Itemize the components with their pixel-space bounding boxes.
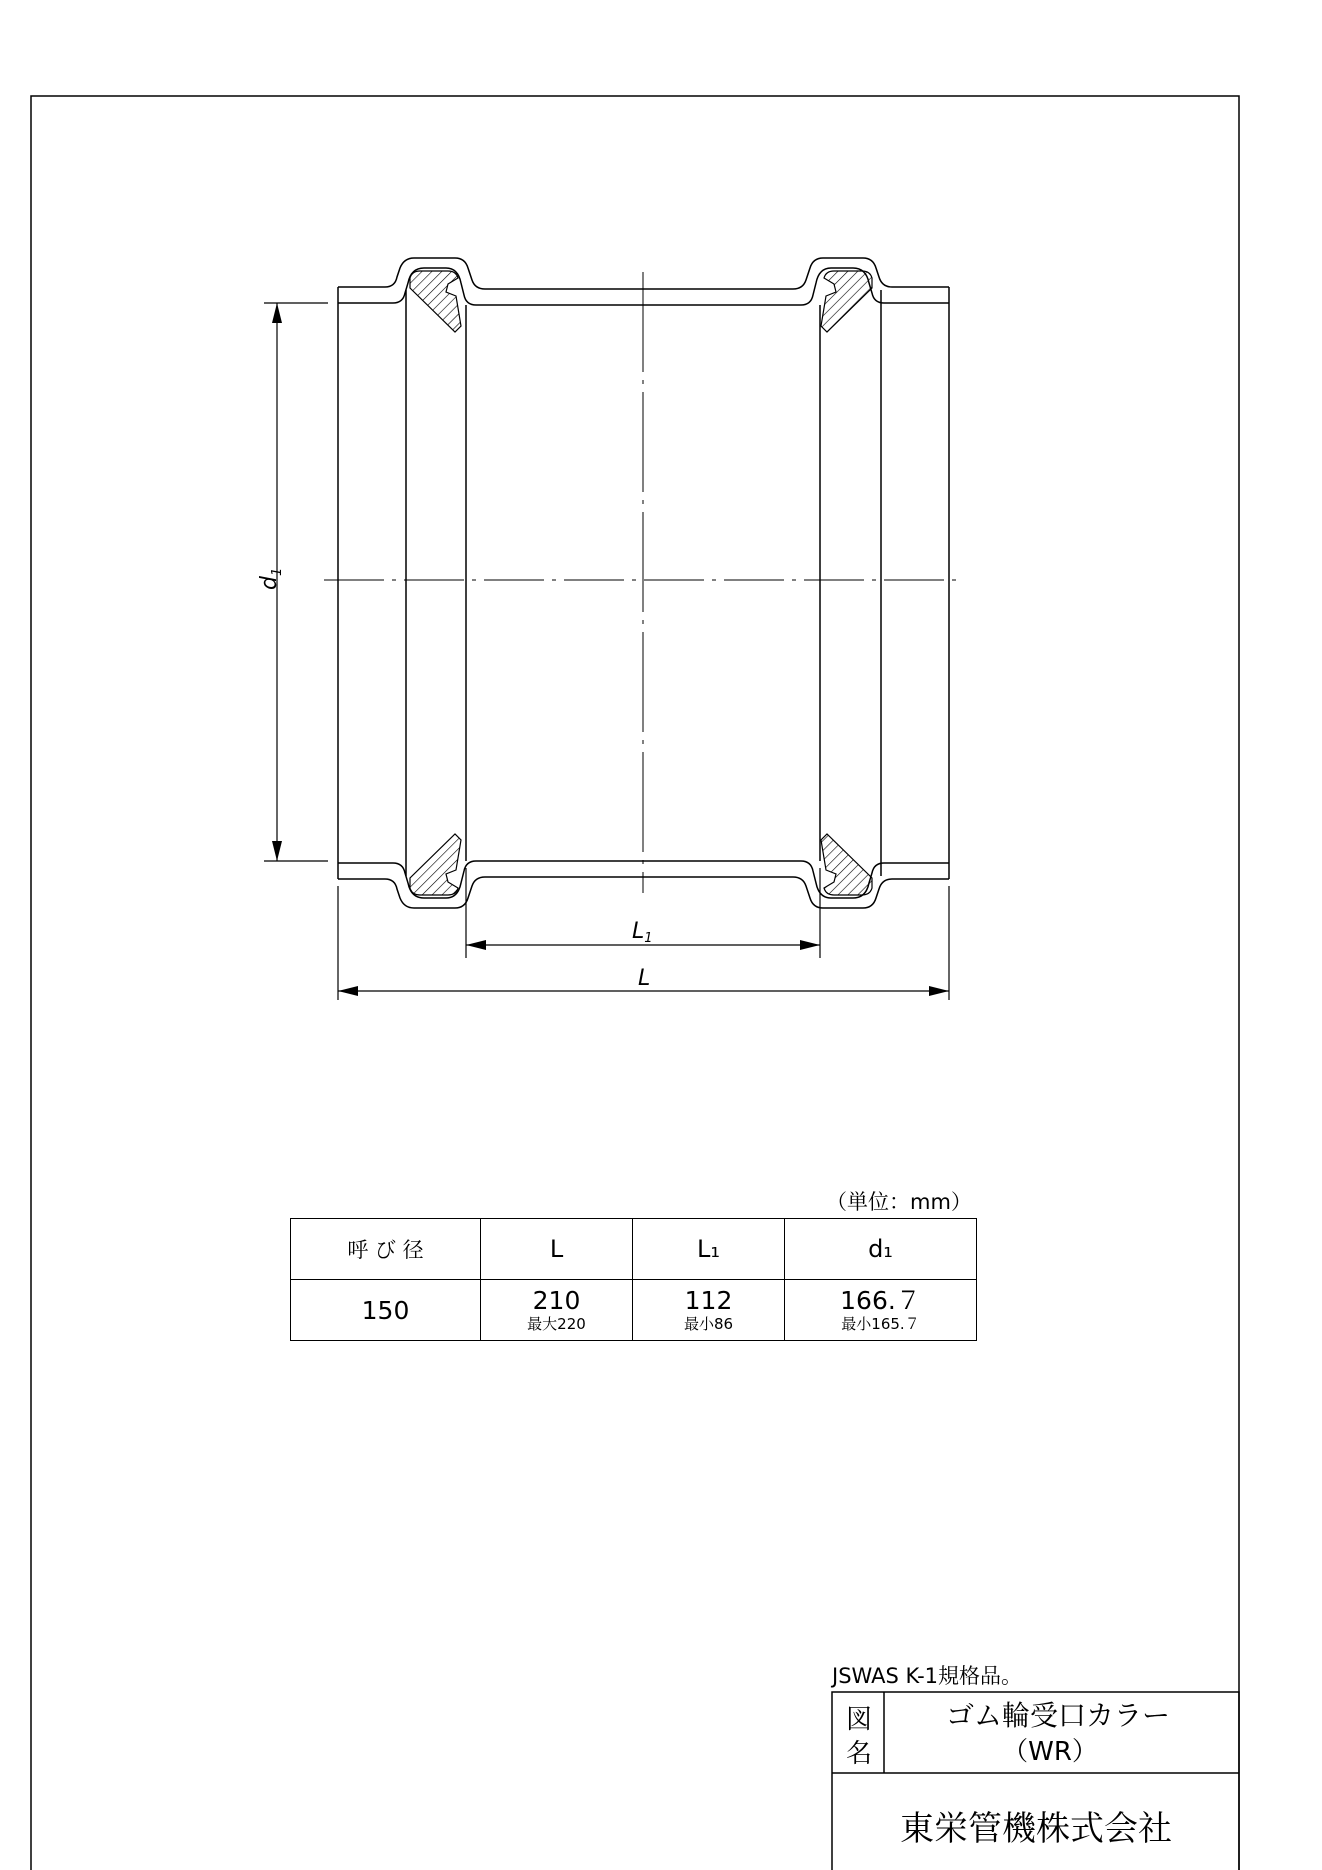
header-L1: L₁	[633, 1219, 785, 1280]
d1-note: 最小165.７	[841, 1315, 920, 1333]
dim-label-d1: $d_1$	[257, 567, 285, 590]
center-lines	[324, 272, 962, 893]
header-d1: d₁	[785, 1219, 977, 1280]
drawing-title: ゴム輪受口カラー	[945, 1699, 1171, 1732]
cell-d1	[785, 1280, 977, 1341]
rubber-gaskets	[410, 271, 872, 895]
header-L: L	[481, 1219, 633, 1280]
cell-nominal	[291, 1280, 481, 1341]
unit-note: （単位：mm）	[826, 1190, 972, 1214]
title-block-label-bottom: 名	[846, 1739, 873, 1769]
cell-L1	[633, 1280, 785, 1341]
spec-table	[290, 1218, 977, 1341]
table-header-row	[291, 1219, 977, 1280]
cell-L	[481, 1280, 633, 1341]
L1-note: 最小86	[683, 1315, 734, 1333]
company-name: 東栄管機株式会社	[900, 1809, 1172, 1849]
L1-value: 112	[684, 1286, 733, 1315]
dim-label-L1: L1	[632, 919, 653, 946]
gasket-top-left	[410, 271, 461, 332]
title-block-label-top: 図	[846, 1705, 873, 1735]
d1-value: 166.７	[840, 1286, 921, 1315]
gasket-top-right	[821, 271, 872, 332]
drawing-subtitle: （WR）	[1002, 1737, 1098, 1767]
standard-note: JSWAS K-1規格品。	[832, 1664, 1023, 1688]
L-note: 最大220	[527, 1315, 586, 1333]
dim-label-L: L	[638, 966, 651, 991]
L-value: 210	[532, 1286, 581, 1315]
sheet-border	[31, 96, 1239, 1870]
nominal-value: 150	[361, 1295, 410, 1325]
gasket-bottom-left	[410, 834, 461, 895]
header-nominal: 呼 び 径	[291, 1219, 481, 1280]
table-row	[291, 1280, 977, 1341]
gasket-bottom-right	[821, 834, 872, 895]
